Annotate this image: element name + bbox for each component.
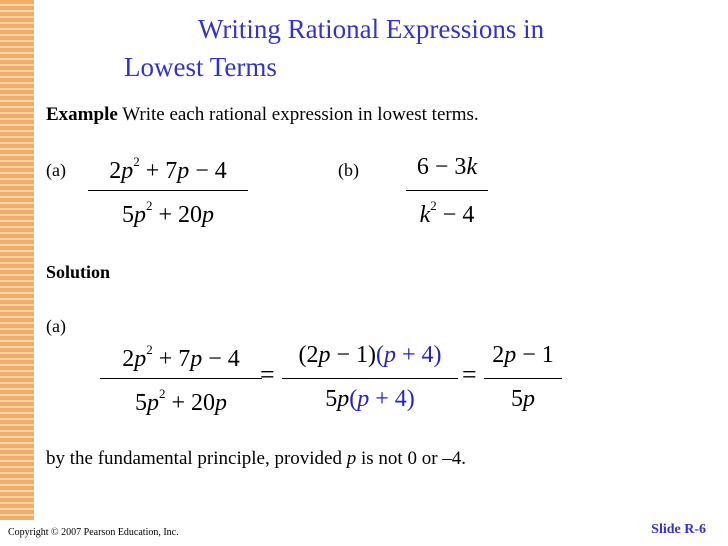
solution-factored-numerator: (2p − 1)(p + 4) <box>298 342 442 368</box>
slide-number: Slide R-6 <box>651 522 706 537</box>
decorative-stripe <box>0 0 34 520</box>
problem-b-denominator: $k^2 - 4$ <box>419 198 475 228</box>
conclusion-variable: p <box>346 448 357 469</box>
fraction-bar <box>484 378 562 379</box>
part-b-label: (b) <box>338 160 359 180</box>
fraction-bar <box>282 378 458 379</box>
example-text: Write each rational expression in lowest terms. <box>122 104 479 125</box>
fraction-bar <box>88 190 248 191</box>
conclusion-after: is not 0 or –4. <box>356 448 467 469</box>
problem-a-fraction <box>88 150 248 230</box>
example-label: Example <box>46 104 118 125</box>
problem-a-denominator: $5p^2 + 20p$ <box>121 198 215 228</box>
solution-original-fraction <box>100 338 262 418</box>
part-a-label: (a) <box>46 160 66 180</box>
problem-a-numerator: $2p^2 + 7p - 4$ <box>109 154 227 184</box>
problem-b-fraction <box>406 150 488 230</box>
equals-sign: = <box>462 360 477 389</box>
solution-reduced-denominator: 5p <box>511 386 535 412</box>
slide-title <box>124 10 684 86</box>
solution-factored-fraction <box>282 338 458 418</box>
fraction-bar <box>406 190 488 191</box>
example-statement <box>46 104 479 126</box>
conclusion-before: by the fundamental principle, provided <box>46 448 347 469</box>
slide-title-line2: Lowest Terms <box>124 52 277 82</box>
slide-title-line1: Writing Rational Expressions in <box>198 14 545 44</box>
solution-original-numerator: $2p^2 + 7p - 4$ <box>122 342 240 372</box>
problem-b-numerator: 6 − 3k <box>416 154 478 180</box>
copyright-notice: Copyright © 2007 Pearson Education, Inc. <box>8 527 179 538</box>
solution-original-denominator: $5p^2 + 20p$ <box>134 386 228 416</box>
solution-reduced-numerator: 2p − 1 <box>492 342 554 368</box>
solution-reduced-fraction <box>484 338 562 418</box>
fraction-bar <box>100 378 262 379</box>
solution-factored-denominator: 5p(p + 4) <box>325 386 415 412</box>
equals-sign: = <box>260 360 275 389</box>
conclusion-text <box>46 448 466 470</box>
solution-a-label: (a) <box>46 316 66 336</box>
solution-label: Solution <box>46 262 111 282</box>
